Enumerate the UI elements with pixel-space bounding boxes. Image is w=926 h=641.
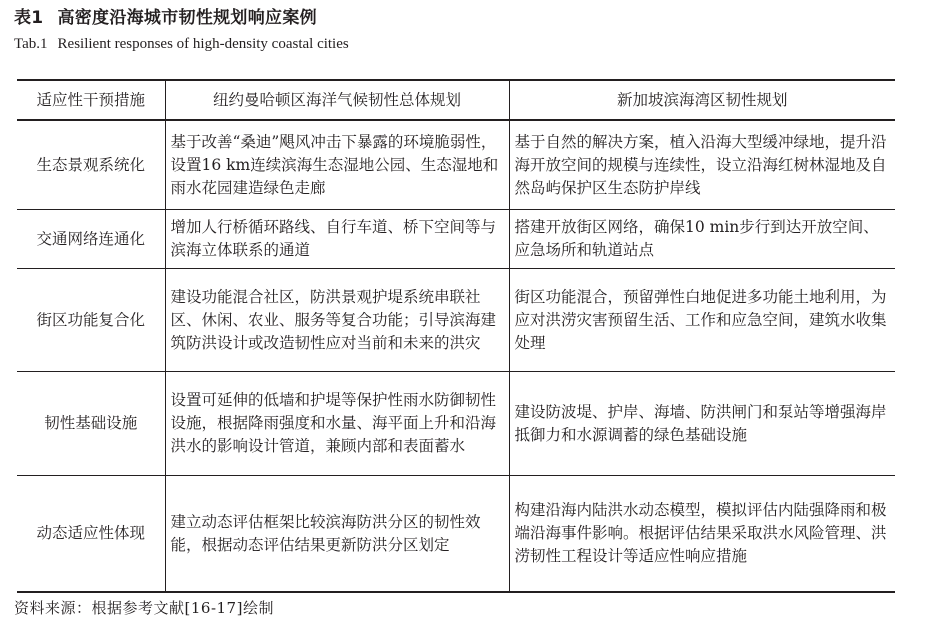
- table-number-cn: 表1: [14, 8, 44, 28]
- new-york-cell: 增加人行桥循环路线、自行车道、桥下空间等与滨海立体联系的通道: [165, 210, 509, 269]
- singapore-cell: 搭建开放街区网络，确保10 min步行到达开放空间、应急场所和轨道站点: [509, 210, 895, 269]
- table-number-en: Tab.1: [14, 36, 48, 52]
- new-york-cell: 建立动态评估框架比较滨海防洪分区的韧性效能，根据动态评估结果更新防洪分区划定: [165, 476, 509, 593]
- measure-cell: 动态适应性体现: [17, 476, 165, 593]
- source-note: 资料来源：根据参考文献[16-17]绘制: [14, 599, 274, 617]
- table-header-row: [17, 80, 895, 120]
- new-york-cell: 基于改善“桑迪”飓风冲击下暴露的环境脆弱性，设置16 km连续滨海生态湿地公园、生态湿地和雨水花园建造绿色走廊: [165, 120, 509, 210]
- header-measure: 适应性干预措施: [17, 80, 165, 120]
- singapore-cell: 基于自然的解决方案，植入沿海大型缓冲绿地，提升沿海开放空间的规模与连续性，设立沿海红树林湿地及自然岛屿保护区生态防护岸线: [509, 120, 895, 210]
- measure-cell: 韧性基础设施: [17, 372, 165, 476]
- table-title-en: [14, 35, 349, 54]
- singapore-cell: 街区功能混合，预留弹性白地促进多功能土地利用，为应对洪涝灾害预留生活、工作和应急空间，建筑水收集处理: [509, 269, 895, 372]
- table-row: [17, 269, 895, 372]
- singapore-cell: 构建沿海内陆洪水动态模型，模拟评估内陆强降雨和极端沿海事件影响。根据评估结果采取洪水风险管理、洪涝韧性工程设计等适应性响应措施: [509, 476, 895, 593]
- singapore-cell: 建设防波堤、护岸、海墙、防洪闸门和泵站等增强海岸抵御力和水源调蓄的绿色基础设施: [509, 372, 895, 476]
- table-row: [17, 372, 895, 476]
- header-new-york: 纽约曼哈顿区海洋气候韧性总体规划: [165, 80, 509, 120]
- table-title-cn: [14, 7, 317, 29]
- header-singapore: 新加坡滨海湾区韧性规划: [509, 80, 895, 120]
- measure-cell: 交通网络连通化: [17, 210, 165, 269]
- table-caption-cn: 高密度沿海城市韧性规划响应案例: [57, 8, 317, 28]
- case-table: [17, 79, 895, 593]
- table-row: [17, 476, 895, 593]
- new-york-cell: 建设功能混合社区，防洪景观护堤系统串联社区、休闲、农业、服务等复合功能；引导滨海建筑防洪设计或改造韧性应对当前和未来的洪灾: [165, 269, 509, 372]
- table-row: [17, 210, 895, 269]
- table-row: [17, 120, 895, 210]
- table-caption-en: Resilient responses of high-density coastal cities: [57, 36, 349, 52]
- new-york-cell: 设置可延伸的低墙和护堤等保护性雨水防御韧性设施，根据降雨强度和水量、海平面上升和沿海洪水的影响设计管道，兼顾内部和表面蓄水: [165, 372, 509, 476]
- measure-cell: 街区功能复合化: [17, 269, 165, 372]
- measure-cell: 生态景观系统化: [17, 120, 165, 210]
